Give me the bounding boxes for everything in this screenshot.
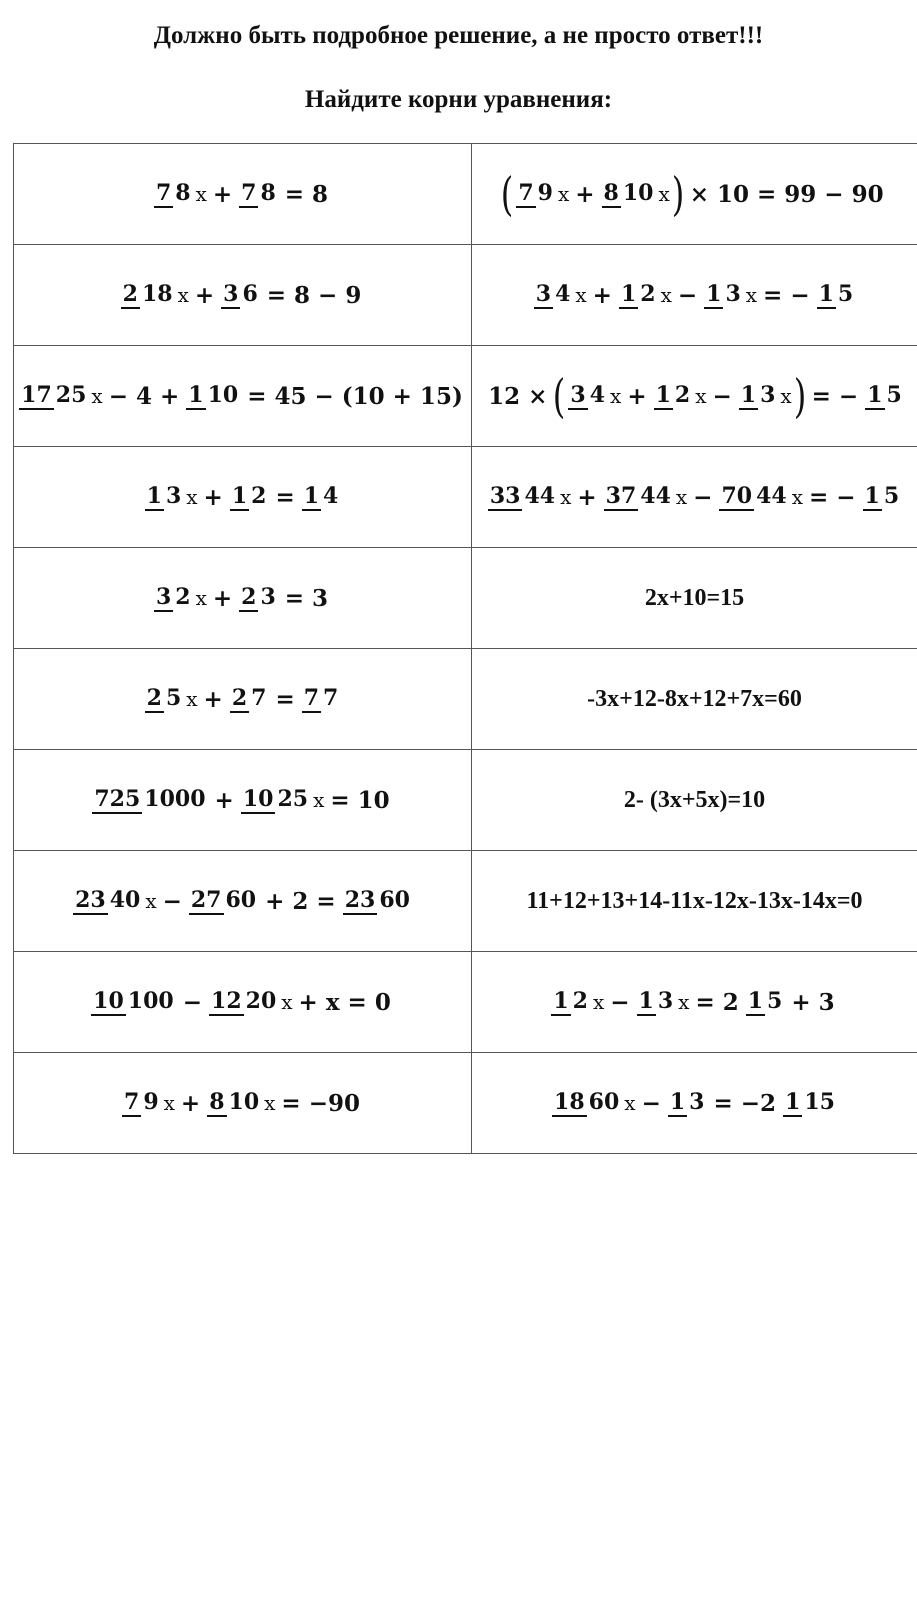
denominator: 5 [837, 281, 854, 307]
fraction [534, 281, 573, 309]
equation-row [14, 548, 917, 649]
operator: + [212, 180, 233, 208]
variable-x: x [745, 283, 758, 307]
fraction [602, 180, 656, 208]
denominator: 100 [127, 988, 174, 1014]
denominator: 2 [175, 584, 191, 610]
fraction [302, 483, 341, 511]
numerator: 3 [535, 281, 552, 307]
equation [486, 483, 903, 511]
equation [120, 1089, 365, 1117]
equation-text: 2- (3x+5x)=10 [623, 786, 766, 813]
equations-table [13, 143, 917, 1154]
denominator: 4 [589, 382, 606, 408]
equation-row [14, 447, 917, 548]
fraction [668, 1089, 707, 1117]
fraction [91, 988, 176, 1016]
numerator: 1 [864, 483, 880, 509]
denominator: 9 [143, 1089, 159, 1115]
numerator: 7 [155, 180, 172, 206]
denominator: 2 [674, 382, 691, 408]
denominator: 20 [245, 988, 277, 1014]
fraction [746, 988, 785, 1016]
fraction [121, 281, 175, 309]
denominator: 5 [767, 988, 783, 1014]
equation-cell-left [14, 346, 472, 447]
fraction [209, 988, 278, 1016]
numerator: 8 [603, 180, 619, 206]
denominator: 25 [277, 786, 309, 812]
numerator: 10 [242, 786, 274, 812]
equation-cell-right [472, 548, 917, 649]
numerator: 725 [94, 786, 141, 812]
denominator: 60 [379, 887, 410, 913]
equation-text: 2x+10=15 [644, 584, 745, 611]
fraction [302, 685, 341, 713]
numerator: 1 [231, 483, 248, 509]
fraction [122, 1089, 161, 1117]
equation [152, 180, 333, 208]
numerator: 37 [605, 483, 637, 509]
equation [549, 988, 839, 1016]
fraction [221, 281, 260, 309]
variable-x: x [186, 687, 198, 711]
numerator: 2 [241, 584, 257, 610]
variable-x: x [195, 182, 207, 206]
denominator: 8 [260, 180, 276, 206]
denominator: 7 [251, 685, 267, 711]
denominator: 5 [883, 483, 900, 509]
denominator: 3 [165, 483, 182, 509]
instruction-title: Должно быть подробное решение, а не просто ответ!!! [153, 22, 764, 49]
equation-cell-right [472, 144, 917, 245]
equation-row [14, 851, 917, 952]
fraction [239, 584, 278, 612]
fraction [704, 281, 743, 309]
parenthesis: ( [501, 167, 514, 221]
fraction [189, 887, 258, 915]
equation-row [14, 144, 917, 245]
numerator: 1 [747, 988, 764, 1014]
equation [143, 685, 343, 713]
equation-row [14, 952, 917, 1053]
equation [90, 786, 394, 814]
numerator: 12 [211, 988, 242, 1014]
fraction [783, 1089, 837, 1117]
denominator: 3 [657, 988, 674, 1014]
numerator: 3 [155, 584, 172, 610]
variable-x: x [281, 990, 293, 1014]
numerator: 18 [554, 1089, 585, 1115]
numerator: 10 [93, 988, 124, 1014]
equation-cell-left [14, 649, 472, 750]
fraction [241, 786, 310, 814]
operator: − [641, 1089, 661, 1117]
operator: − [610, 988, 630, 1016]
variable-x: x [791, 485, 803, 509]
operator: + [212, 584, 233, 612]
equation [550, 1089, 839, 1117]
fraction [92, 786, 207, 814]
variable-x: x [163, 1091, 175, 1115]
operator: = [275, 685, 295, 713]
operator: − [182, 988, 203, 1016]
operator: = 8 − 9 [266, 281, 362, 309]
fraction [719, 483, 788, 511]
equation-row [14, 245, 917, 346]
denominator: 4 [555, 281, 571, 307]
operator: × 10 = 99 − 90 [689, 180, 884, 208]
numerator: 2 [146, 685, 162, 711]
parenthesis: ( [553, 369, 566, 423]
fraction [73, 887, 142, 915]
numerator: 33 [489, 483, 521, 509]
numerator: 1 [188, 382, 204, 408]
operator: − [693, 483, 713, 511]
fraction [239, 180, 278, 208]
fraction [154, 584, 193, 612]
numerator: 1 [655, 382, 671, 408]
operator: = 2 [695, 988, 739, 1016]
variable-x: x [675, 485, 688, 509]
equation-cell-right [472, 649, 917, 750]
denominator: 3 [260, 584, 276, 610]
variable-x: x [195, 586, 207, 610]
variable-x: x [264, 1091, 276, 1115]
operator: = 10 [330, 786, 390, 814]
operator: + [627, 382, 647, 410]
operator: + 2 = [265, 887, 336, 915]
denominator: 1000 [144, 786, 206, 812]
operator: + 3 [791, 988, 835, 1016]
fraction [145, 483, 184, 511]
equation [119, 281, 367, 309]
operator: + [577, 483, 597, 511]
fraction [230, 483, 269, 511]
denominator: 44 [640, 483, 671, 509]
fraction [145, 685, 184, 713]
numerator: 2 [122, 281, 138, 307]
fraction [739, 382, 778, 410]
equation-text: -3x+12-8x+12+7x=60 [587, 685, 802, 712]
operator: + [575, 180, 595, 208]
fraction [343, 887, 412, 915]
equation-cell-right [472, 952, 917, 1053]
numerator: 27 [190, 887, 222, 913]
operator: − [677, 281, 698, 309]
operator: − 4 + [108, 382, 180, 410]
variable-x: x [624, 1091, 636, 1115]
operator: + [214, 786, 234, 814]
numerator: 1 [867, 382, 883, 408]
numerator: 3 [570, 382, 586, 408]
denominator: 60 [225, 887, 257, 913]
denominator: 4 [323, 483, 339, 509]
fraction [154, 180, 193, 208]
numerator: 1 [785, 1089, 801, 1115]
denominator: 44 [524, 483, 556, 509]
equation-cell-left [14, 447, 472, 548]
equation-cell-left [14, 245, 472, 346]
operator: = − [811, 382, 859, 410]
numerator: 8 [209, 1089, 225, 1115]
denominator: 7 [323, 685, 339, 711]
denominator: 9 [537, 180, 553, 206]
equation-row [14, 750, 917, 851]
numerator: 1 [706, 281, 722, 307]
fraction [654, 382, 693, 410]
fraction [230, 685, 269, 713]
equation-row [14, 1053, 917, 1154]
variable-x: x [186, 485, 198, 509]
parenthesis: ) [793, 369, 806, 423]
fraction [207, 1089, 261, 1117]
fraction [619, 281, 658, 309]
equation-cell-left [14, 1053, 472, 1154]
equation [143, 483, 343, 511]
equation-cell-left [14, 144, 472, 245]
denominator: 25 [55, 382, 87, 408]
numerator: 1 [669, 1089, 686, 1115]
denominator: 5 [165, 685, 182, 711]
denominator: 2 [572, 988, 588, 1014]
variable-x: x [678, 990, 690, 1014]
variable-x: x [177, 283, 189, 307]
fraction [516, 180, 555, 208]
numerator: 2 [231, 685, 248, 711]
denominator: 10 [207, 382, 239, 408]
equation-cell-right [472, 750, 917, 851]
equation-row [14, 649, 917, 750]
numerator: 3 [223, 281, 239, 307]
numerator: 7 [124, 1089, 140, 1115]
fraction [19, 382, 88, 410]
equation [152, 584, 333, 612]
numerator: 1 [740, 382, 757, 408]
task-title: Найдите корни уравнения: [304, 86, 613, 113]
equation [483, 369, 906, 423]
denominator: 6 [242, 281, 258, 307]
operator: + [592, 281, 612, 309]
operator: = 45 − (10 + 15) [247, 382, 463, 410]
variable-x: x [557, 182, 570, 206]
equation [71, 887, 414, 915]
denominator: 2 [640, 281, 656, 307]
equation [500, 167, 888, 221]
fraction [604, 483, 673, 511]
denominator: 8 [175, 180, 191, 206]
operator: = 3 [284, 584, 329, 612]
operator: = 8 [284, 180, 329, 208]
operator: − [162, 887, 182, 915]
fraction [863, 483, 902, 511]
denominator: 18 [141, 281, 173, 307]
variable-x: x [560, 485, 572, 509]
numerator: 23 [344, 887, 376, 913]
numerator: 1 [303, 483, 320, 509]
numerator: 70 [721, 483, 753, 509]
denominator: 44 [756, 483, 787, 509]
numerator: 1 [818, 281, 834, 307]
operator: 12 × [488, 382, 548, 410]
fraction [817, 281, 856, 309]
equation [89, 988, 396, 1016]
operator: = − [808, 483, 856, 511]
equation [17, 382, 468, 410]
variable-x: x [660, 283, 672, 307]
numerator: 7 [241, 180, 257, 206]
fraction [568, 382, 607, 410]
fraction [551, 988, 590, 1016]
fraction [865, 382, 904, 410]
equation-cell-left [14, 851, 472, 952]
denominator: 60 [588, 1089, 620, 1115]
variable-x: x [658, 182, 670, 206]
numerator: 1 [146, 483, 162, 509]
equation [532, 281, 857, 309]
denominator: 10 [228, 1089, 260, 1115]
denominator: 3 [725, 281, 741, 307]
denominator: 3 [689, 1089, 705, 1115]
fraction [552, 1089, 621, 1117]
variable-x: x [313, 788, 325, 812]
fraction [488, 483, 557, 511]
equation-row [14, 346, 917, 447]
equation-text: 11+12+13+14-11x-12x-13x-14x=0 [526, 887, 863, 914]
equation-cell-left [14, 750, 472, 851]
equation-cell-right [472, 447, 917, 548]
numerator: 1 [620, 281, 637, 307]
operator: − [712, 382, 732, 410]
variable-x: x [695, 384, 707, 408]
operator: + [203, 483, 223, 511]
denominator: 15 [804, 1089, 835, 1115]
equation-cell-right [472, 245, 917, 346]
operator: = [275, 483, 295, 511]
variable-x: x [145, 889, 157, 913]
numerator: 1 [553, 988, 569, 1014]
denominator: 40 [109, 887, 141, 913]
equation-cell-left [14, 952, 472, 1053]
variable-x: x [610, 384, 622, 408]
parenthesis: ) [671, 167, 685, 221]
denominator: 10 [622, 180, 654, 206]
variable-x: x [780, 384, 792, 408]
operator: + x = 0 [298, 988, 391, 1016]
equation-cell-right [472, 346, 917, 447]
operator: + [203, 685, 223, 713]
denominator: 5 [886, 382, 902, 408]
equation-cell-right [472, 1053, 917, 1154]
equation-cell-left [14, 548, 472, 649]
denominator: 2 [251, 483, 267, 509]
fraction [186, 382, 240, 410]
operator: + [194, 281, 215, 309]
numerator: 17 [21, 382, 52, 408]
numerator: 23 [75, 887, 106, 913]
operator: = −2 [713, 1089, 777, 1117]
numerator: 7 [518, 180, 534, 206]
numerator: 7 [303, 685, 320, 711]
variable-x: x [592, 990, 605, 1014]
fraction [637, 988, 676, 1016]
operator: + [180, 1089, 201, 1117]
variable-x: x [575, 283, 587, 307]
operator: = −90 [281, 1089, 360, 1117]
variable-x: x [91, 384, 103, 408]
operator: = − [763, 281, 810, 309]
numerator: 1 [638, 988, 654, 1014]
equation-cell-right [472, 851, 917, 952]
denominator: 3 [760, 382, 776, 408]
